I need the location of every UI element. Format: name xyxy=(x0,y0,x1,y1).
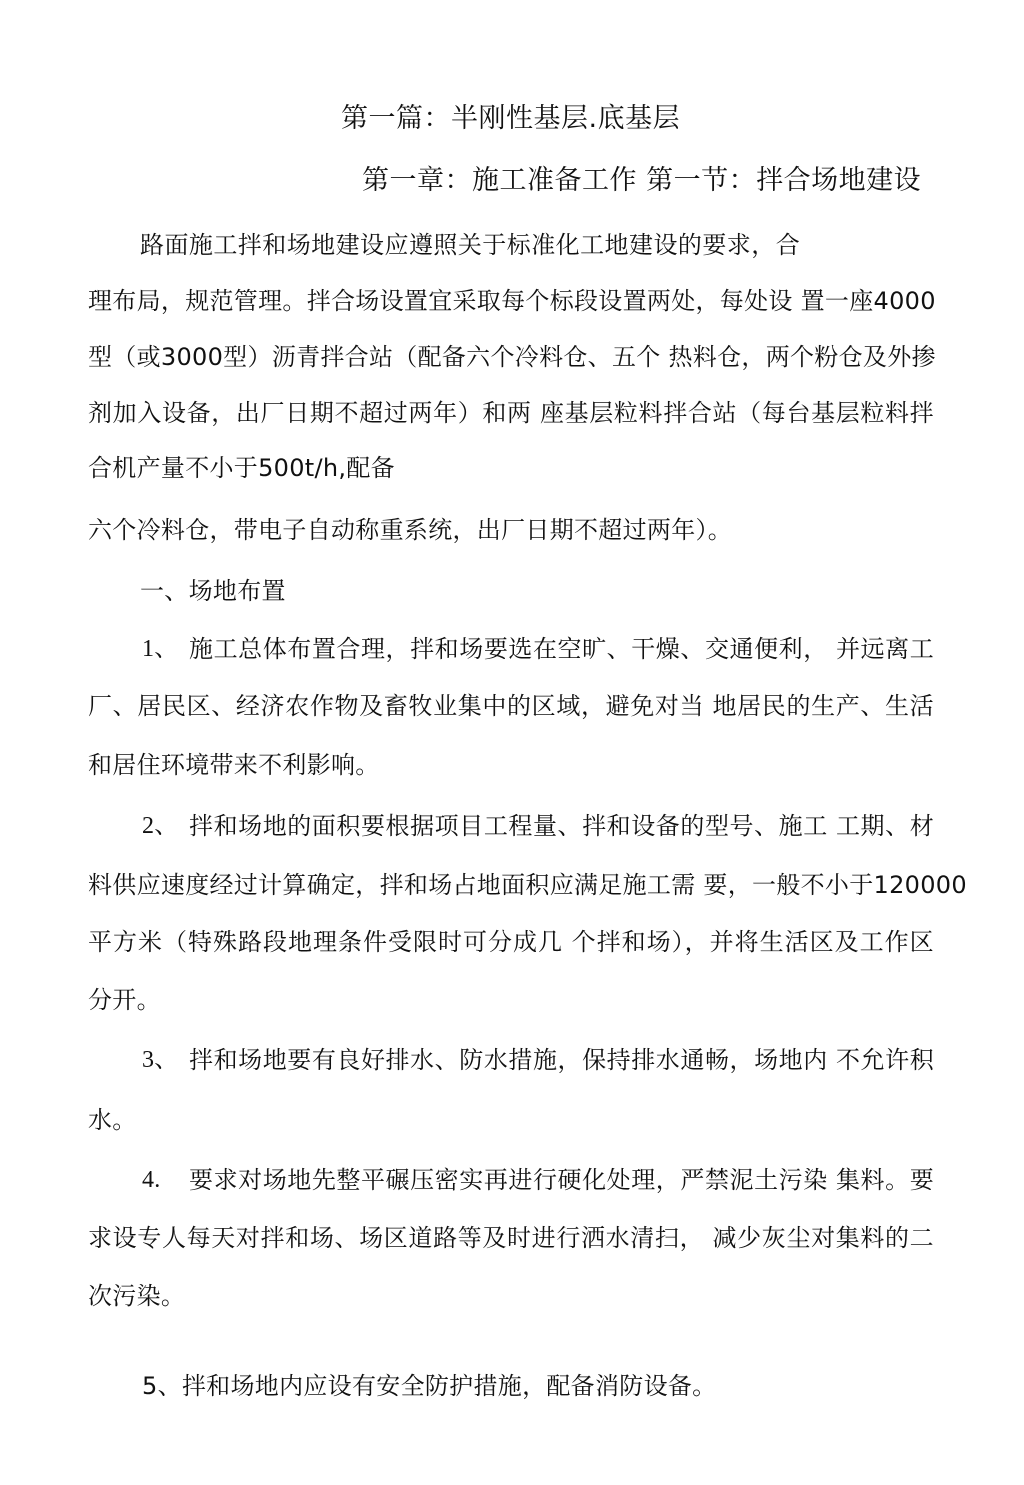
chapter-title: 第一章：施工准备工作 第一节：拌合场地建设 xyxy=(362,165,922,196)
intro-line-1: 路面施工拌和场地建设应遵照关于标准化工地建设的要求，合 xyxy=(140,231,800,259)
item-2-line-3: 平方米（特殊路段地理条件受限时可分成几 个拌和场），并将生活区及工作区 xyxy=(88,928,934,956)
item-4-line-2: 求设专人每天对拌和场、场区道路等及时进行洒水清扫， 减少灰尘对集料的二 xyxy=(88,1224,934,1252)
intro-line-6: 六个冷料仓，带电子自动称重系统，出厂日期不超过两年）。 xyxy=(88,516,733,544)
item-2-line-1: 拌和场地的面积要根据项目工程量、拌和设备的型号、施工 工期、材 xyxy=(189,812,934,840)
item-4-line-1: 要求对场地先整平碾压密实再进行硬化处理，严禁泥土污染 集料。要 xyxy=(189,1166,934,1194)
part-title: 第一篇：半刚性基层.底基层 xyxy=(341,103,681,134)
intro-line-2: 理布局，规范管理。拌合场设置宜采取每个标段设置两处，每处设 置一座4000 xyxy=(88,287,936,315)
item-1-line-2: 厂、居民区、经济农作物及畜牧业集中的区域，避免对当 地居民的生产、生活 xyxy=(88,692,934,720)
intro-line-4: 剂加入设备，出厂日期不超过两年）和两 座基层粒料拌合站（每台基层粒料拌 xyxy=(88,399,934,427)
item-1-number: 1、 xyxy=(142,636,179,662)
intro-line-3: 型（或3000型）沥青拌合站（配备六个冷料仓、五个 热料仓，两个粉仓及外掺 xyxy=(88,343,936,371)
intro-line-5: 合机产量不小于500t/h,配备 xyxy=(88,454,395,482)
item-4-number: 4. xyxy=(142,1167,161,1193)
item-2-number: 2、 xyxy=(142,813,179,839)
item-4-line-3: 次污染。 xyxy=(88,1282,186,1310)
item-1-line-3: 和居住环境带来不利影响。 xyxy=(88,751,380,779)
item-1-line-1: 施工总体布置合理，拌和场要选在空旷、干燥、交通便利， 并远离工 xyxy=(189,635,934,663)
item-3-line-1: 拌和场地要有良好排水、防水措施，保持排水通畅，场地内 不允许积 xyxy=(189,1046,934,1074)
item-5-line: 5、拌和场地内应设有安全防护措施，配备消防设备。 xyxy=(142,1372,717,1400)
item-2-line-4: 分开。 xyxy=(88,986,161,1014)
item-3-number: 3、 xyxy=(142,1047,179,1073)
item-3-line-2: 水。 xyxy=(88,1106,137,1134)
section-heading: 一、场地布置 xyxy=(140,577,286,605)
item-2-line-2: 料供应速度经过计算确定，拌和场占地面积应满足施工需 要，一般不小于120000 xyxy=(88,871,967,899)
